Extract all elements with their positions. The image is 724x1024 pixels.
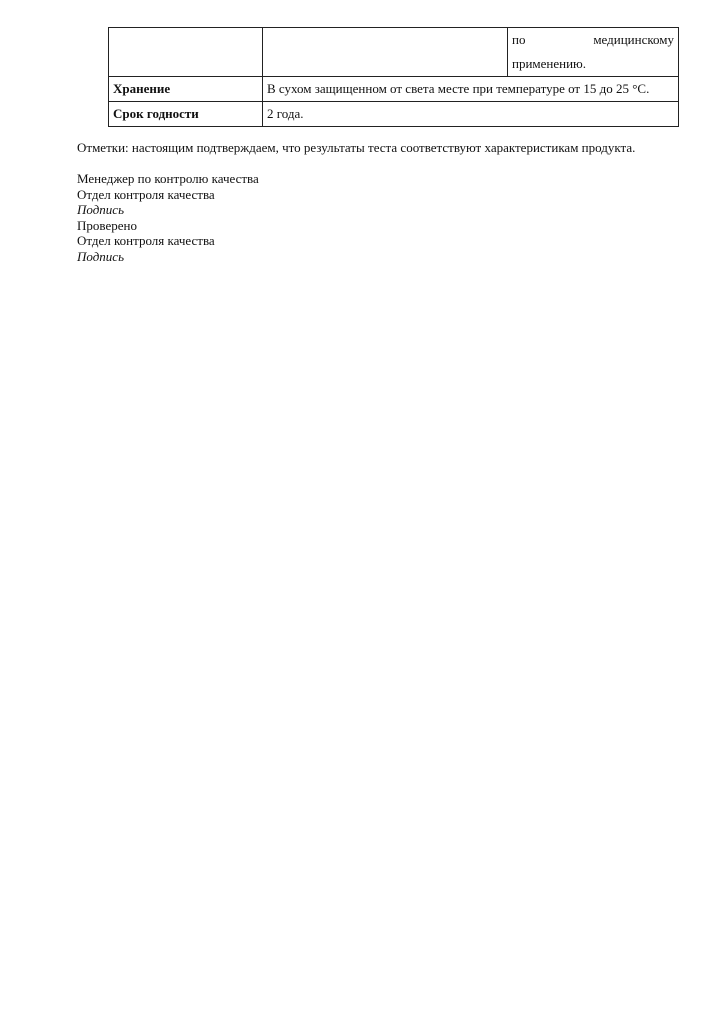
shelf-life-value: 2 года.: [263, 102, 679, 127]
shelf-life-label: Срок годности: [109, 102, 263, 127]
specification-table: [108, 27, 679, 127]
table-row-shelf-life: [109, 102, 679, 127]
verified-department: Отдел контроля качества: [77, 233, 215, 248]
verified-signature: Подпись: [77, 248, 124, 264]
manager-title: Менеджер по контролю качества: [77, 171, 259, 186]
signature-block: [77, 171, 259, 264]
cell-word-po: по: [512, 32, 526, 47]
table-cell-empty-1: [109, 28, 263, 77]
storage-label: Хранение: [109, 77, 263, 102]
manager-department: Отдел контроля качества: [77, 186, 215, 202]
storage-value: В сухом защищенном от света месте при температуре от 15 до 25 °C.: [263, 77, 679, 102]
remarks-text: Отметки: настоящим подтверждаем, что результаты теста соответствуют характеристикам продукта.: [77, 140, 636, 155]
table-row-storage: [109, 77, 679, 102]
cell-word-medical: медицинскому: [593, 32, 674, 47]
table-row-continued: [109, 28, 679, 77]
cell-line-usage: применению.: [512, 56, 587, 71]
table-cell-empty-2: [263, 28, 508, 77]
justified-line: [512, 28, 674, 52]
manager-signature: Подпись: [77, 202, 124, 217]
verified-label: Проверено: [77, 217, 137, 233]
table-cell-instructions-continued: [508, 28, 679, 77]
